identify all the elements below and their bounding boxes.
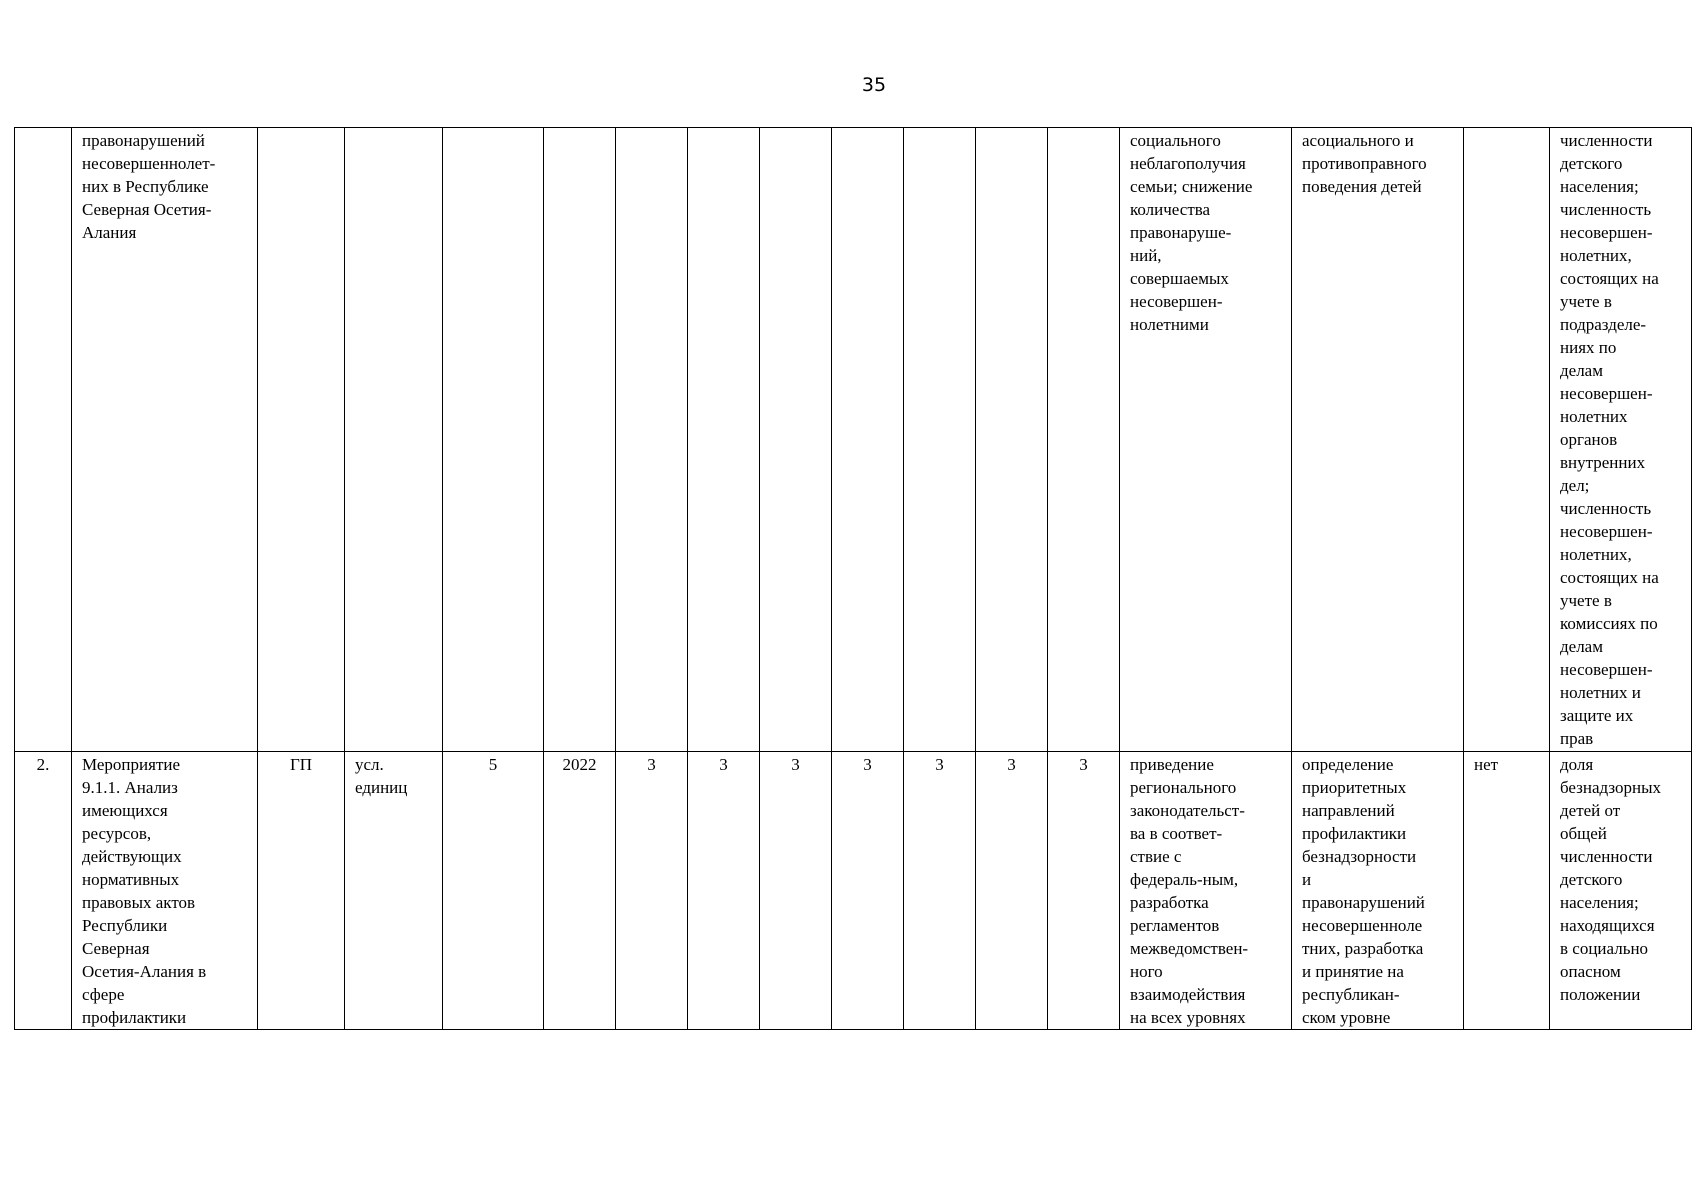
result-cell: приведение регионального законодательст- ва в соответ- ствие с федераль-ным, разработка регламентов межведомствен- ного взаимодействия на всех уровнях bbox=[1120, 752, 1292, 1030]
base-value-cell bbox=[443, 128, 544, 752]
note-cell bbox=[1464, 128, 1550, 752]
row-number-cell bbox=[15, 128, 72, 752]
value-cell: 3 bbox=[616, 752, 688, 1030]
value-cell bbox=[904, 128, 976, 752]
indicator-cell: численности детского населения; численность несовершен- нолетних, состоящих на учете в подразделе- ниях по делам несовершен- нолетних органов внутренних дел; численность несовершен- нолетних, состоящих на учете в комиссиях по делам несовершен- нолетних и защите их прав bbox=[1550, 128, 1692, 752]
responsible-cell bbox=[258, 128, 345, 752]
value-cell bbox=[760, 128, 832, 752]
measure-name-cell: Мероприятие 9.1.1. Анализ имеющихся ресурсов, действующих нормативных правовых актов Республики Северная Осетия-Алания в сфере профилактики bbox=[72, 752, 258, 1030]
purpose-cell: определение приоритетных направлений профилактики безнадзорности и правонарушений несовершенноле тних, разработка и принятие на республикан- ском уровне bbox=[1292, 752, 1464, 1030]
value-cell: 3 bbox=[688, 752, 760, 1030]
value-cell bbox=[1048, 128, 1120, 752]
purpose-cell: асоциального и противоправного поведения детей bbox=[1292, 128, 1464, 752]
value-cell bbox=[976, 128, 1048, 752]
unit-cell bbox=[345, 128, 443, 752]
value-cell: 3 bbox=[1048, 752, 1120, 1030]
value-cell bbox=[688, 128, 760, 752]
table-row bbox=[15, 752, 1692, 1030]
indicator-cell: доля безнадзорных детей от общей численности детского населения; находящихся в социально опасном положении bbox=[1550, 752, 1692, 1030]
value-cell: 3 bbox=[760, 752, 832, 1030]
base-value-cell: 5 bbox=[443, 752, 544, 1030]
page-number: 35 bbox=[861, 74, 887, 96]
unit-cell: усл. единиц bbox=[345, 752, 443, 1030]
row-number-cell: 2. bbox=[15, 752, 72, 1030]
measures-table bbox=[14, 127, 1692, 1030]
table-row bbox=[15, 128, 1692, 752]
value-cell bbox=[616, 128, 688, 752]
base-year-cell: 2022 bbox=[544, 752, 616, 1030]
base-year-cell bbox=[544, 128, 616, 752]
value-cell: 3 bbox=[976, 752, 1048, 1030]
value-cell bbox=[832, 128, 904, 752]
note-cell: нет bbox=[1464, 752, 1550, 1030]
measure-name-cell: правонарушений несовершеннолет- них в Республике Северная Осетия- Алания bbox=[72, 128, 258, 752]
responsible-cell: ГП bbox=[258, 752, 345, 1030]
value-cell: 3 bbox=[904, 752, 976, 1030]
result-cell: социального неблагополучия семьи; снижение количества правонаруше- ний, совершаемых несовершен- нолетними bbox=[1120, 128, 1292, 752]
value-cell: 3 bbox=[832, 752, 904, 1030]
